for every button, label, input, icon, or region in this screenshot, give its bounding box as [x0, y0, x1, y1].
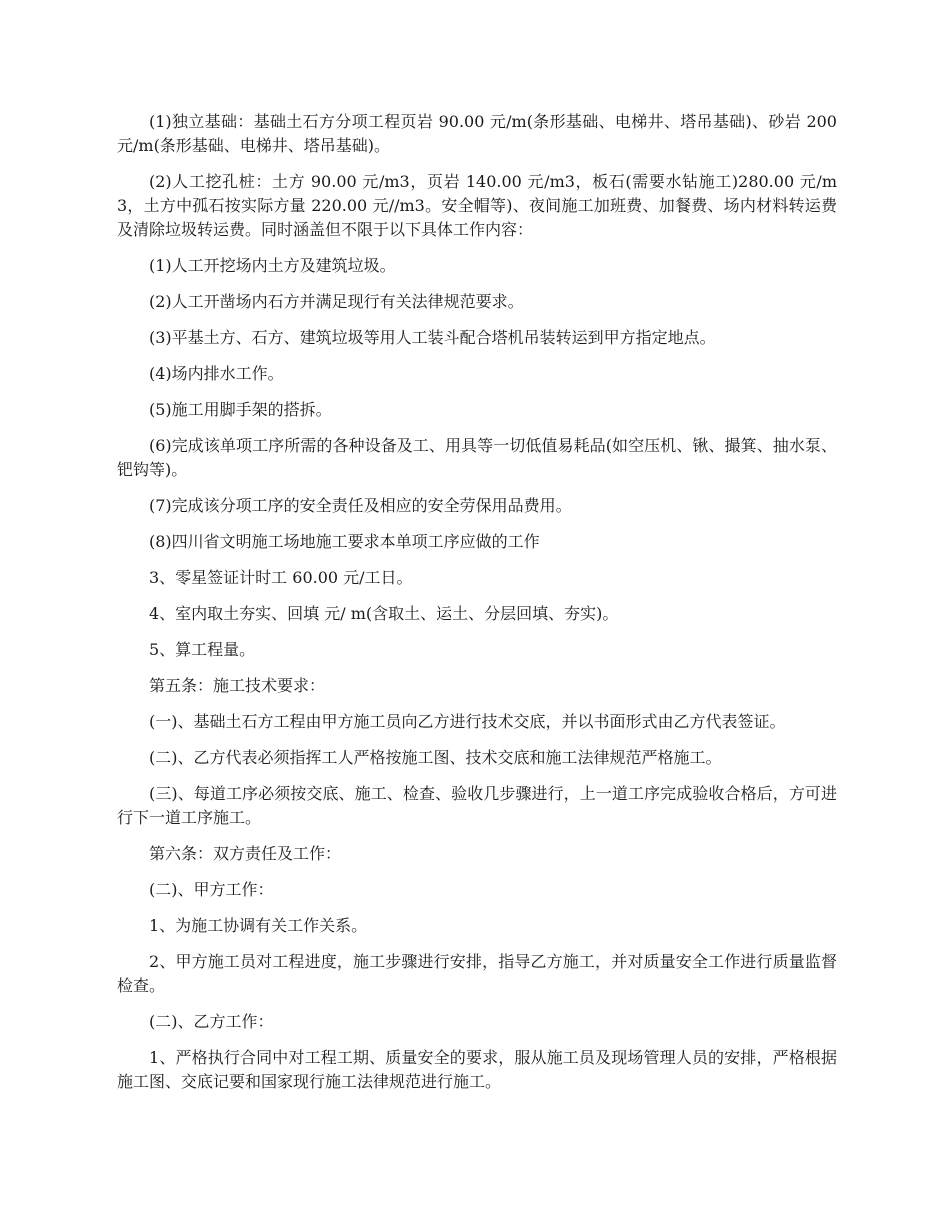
- paragraph-12: 4、室内取土夯实、回填 元/ m(含取土、运土、分层回填、夯实)。: [149, 604, 619, 623]
- paragraph-10: (8)四川省文明施工场地施工要求本单项工序应做的工作: [149, 532, 540, 551]
- paragraph-15: (一)、基础土石方工程由甲方施工员向乙方进行技术交底，并以书面形式由乙方代表签证。: [149, 712, 786, 731]
- paragraph-11: 3、零星签证计时工 60.00 元/工日。: [149, 568, 413, 587]
- section-heading-6: 第六条：双方责任及工作：: [149, 844, 342, 863]
- paragraph-3: (1)人工开挖场内土方及建筑垃圾。: [149, 256, 396, 275]
- paragraph-6: (4)场内排水工作。: [149, 364, 284, 383]
- paragraph-13: 5、算工程量。: [149, 640, 256, 659]
- paragraph-7: (5)施工用脚手架的搭拆。: [149, 400, 332, 419]
- document-body: [117, 110, 837, 1106]
- paragraph-20: 1、为施工协调有关工作关系。: [149, 916, 368, 935]
- paragraph-16: (二)、乙方代表必须指挥工人严格按施工图、技术交底和施工法律规范严格施工。: [149, 748, 722, 767]
- paragraph-9: (7)完成该分项工序的安全责任及相应的安全劳保用品费用。: [149, 496, 572, 515]
- section-heading-5: 第五条：施工技术要求：: [149, 676, 326, 695]
- paragraph-21: 2、甲方施工员对工程进度，施工步骤进行安排，指导乙方施工，并对质量安全工作进行质量监督检查。: [117, 952, 837, 995]
- paragraph-1: (1)独立基础：基础土石方分项工程页岩 90.00 元/m(条形基础、电梯井、塔吊基础)、砂岩 200 元/m(条形基础、电梯井、塔吊基础)。: [117, 112, 837, 155]
- paragraph-5: (3)平基土方、石方、建筑垃圾等用人工装斗配合塔机吊装转运到甲方指定地点。: [149, 328, 716, 347]
- paragraph-17: (三)、每道工序必须按交底、施工、检查、验收几步骤进行，上一道工序完成验收合格后，方可进行下一道工序施工。: [117, 784, 837, 827]
- paragraph-2: (2)人工挖孔桩：土方 90.00 元/m3，页岩 140.00 元/m3，板石(需要水钻施工)280.00 元/m3，土方中孤石按实际方量 220.00 元//m3。安全帽等)、夜间施工加班费、加餐费、场内材料转运费及清除垃圾转运费。同时涵盖但不限于以下具体工作内容：: [117, 172, 837, 239]
- paragraph-8: (6)完成该单项工序所需的各种设备及工、用具等一切低值易耗品(如空压机、锹、撮箕、抽水泵、钯钩等)。: [117, 436, 837, 479]
- paragraph-23: 1、严格执行合同中对工程工期、质量安全的要求，服从施工员及现场管理人员的安排，严格根据施工图、交底记要和国家现行施工法律规范进行施工。: [117, 1048, 837, 1091]
- paragraph-22: (二)、乙方工作：: [149, 1012, 274, 1031]
- paragraph-4: (2)人工开凿场内石方并满足现行有关法律规范要求。: [149, 292, 524, 311]
- paragraph-19: (二)、甲方工作：: [149, 880, 274, 899]
